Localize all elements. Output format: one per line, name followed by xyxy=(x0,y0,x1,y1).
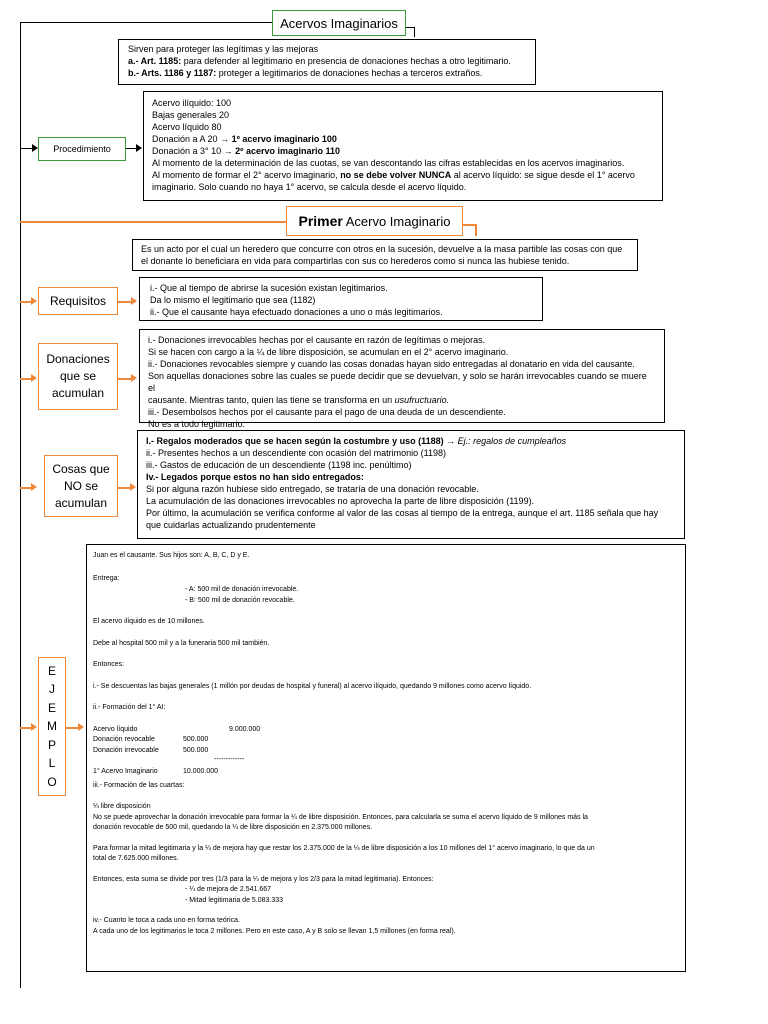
ej-table xyxy=(93,725,679,779)
ej-line-10: iii.- Formación de las cuartas: xyxy=(93,781,185,789)
ej-line-20: A cada uno de los legitimarios le toca 2 millones. Pero en este caso, A y B solo se llevan 1,5 millones (en forma real). xyxy=(93,927,456,935)
ej-line-11: ¼ libre disposición xyxy=(93,803,151,810)
cosas-label-3: acumulan xyxy=(54,495,108,510)
cosas-label-2: NO se xyxy=(63,478,98,493)
ej-line-6: Debe al hospital 500 mil y a la funeraria 500 mil también. xyxy=(93,639,270,647)
intro-art-1186: b.- Arts. 1186 y 1187: xyxy=(128,68,217,78)
title-right-drop xyxy=(414,27,415,37)
intro-box xyxy=(118,39,536,85)
primer-right-drop xyxy=(475,224,477,236)
ej-row3-label: Donación irrevocable xyxy=(93,746,159,754)
procedimiento-arrow-out xyxy=(136,144,142,152)
ejemplo-letter-l: L xyxy=(48,756,56,771)
definicion-box xyxy=(132,239,638,271)
ej-row2-label: Donación revocable xyxy=(93,736,155,743)
arrow-right-icon: → xyxy=(220,134,230,144)
proc-line-7a: Al momento de formar el 2° acervo imaginario, xyxy=(152,170,341,180)
ej-row5-value: 10.000.000 xyxy=(183,767,219,775)
ej-row1-value: 9.000.000 xyxy=(229,725,261,733)
proc-line-1: Acervo ilíquido: 100 xyxy=(152,98,232,108)
ej-line-7: Entonces: xyxy=(93,661,125,668)
page-title: Acervos Imaginarios xyxy=(280,15,398,31)
ej-row5-label: 1° Acervo Imaginario xyxy=(93,767,158,775)
ej-line-9: ii.- Formación del 1° AI: xyxy=(93,704,166,711)
proc-line-6: Al momento de la determinación de las cuotas, se van descontando las cifras establecidas en los acervos imaginarios. xyxy=(152,158,625,168)
ej-row1-label: Acervo líquido xyxy=(93,725,138,733)
proc-line-7b: no se debe volver NUNCA xyxy=(340,170,452,180)
ej-line-17: - ¼ de mejora de 2.541.667 xyxy=(185,886,272,893)
requisitos-line-1: i.- Que al tiempo de abrirse la sucesión existan legitimarios. xyxy=(150,283,388,293)
cosas-line-3: iii.- Gastos de educación de un descendiente (1198 inc. penúltimo) xyxy=(146,460,412,470)
primer-right-line xyxy=(462,224,476,226)
cosas-label-1: Cosas que xyxy=(52,461,110,476)
cosas-line-5: Si por alguna razón hubiese sido entregado, se trataría de una donación revocable. xyxy=(146,484,479,494)
ej-line-1: Juan es el causante. Sus hijos son: A, B, C, D y E. xyxy=(93,552,250,559)
intro-line-1: Sirven para proteger las legítimas y las mejoras xyxy=(128,44,319,54)
donaciones-to-box-line xyxy=(118,378,132,380)
ejemplo-letter-e2: E xyxy=(47,700,56,715)
ej-line-5: El acervo ilíquido es de 10 millones. xyxy=(93,618,205,625)
main-connector-line xyxy=(20,22,21,988)
proc-line-5a: Donación a 3° 10 xyxy=(152,146,224,156)
ejemplo-letter-o: O xyxy=(47,774,57,789)
proc-line-3: Acervo líquido 80 xyxy=(152,122,222,132)
requisitos-arrow-out xyxy=(131,297,137,305)
primer-title-rest: Acervo Imaginario xyxy=(342,214,451,229)
proc-line-7c: al acervo líquido: se sigue desde el 1° acervo xyxy=(451,170,635,180)
cosas-line-6: La acumulación de las donaciones irrevocables no aprovecha la parte de libre disposición (1199). xyxy=(146,496,535,506)
donaciones-box xyxy=(139,329,665,429)
donaciones-line-7: No es a todo legitimario. xyxy=(148,419,246,429)
donaciones-label-box xyxy=(38,343,118,410)
cosas-line-4-bold: Iv.- Legados porque estos no han sido entregados: xyxy=(146,472,364,482)
ejemplo-letter-e: E xyxy=(47,663,56,678)
cosas-box xyxy=(137,430,685,539)
title-box xyxy=(272,10,406,36)
primer-connector-line xyxy=(20,221,286,223)
ejemplo-box xyxy=(86,544,686,972)
primer-title-box xyxy=(286,206,463,236)
ej-line-14: Para formar la mitad legitimaria y la ¼ de mejora hay que restar los 2.375.000 de la ¼ de libre disposición a los 10 millones del 1° acervo imaginario, lo que da un xyxy=(93,844,595,852)
procedimiento-label-box xyxy=(38,137,126,161)
ej-row4-divider: ------------- xyxy=(214,755,245,763)
cosas-arrow-out xyxy=(130,483,136,491)
donaciones-line-6: iii.- Desembolsos hechos por el causante para el pago de una deuda de un descendiente. xyxy=(148,407,506,417)
arrow-right-icon: → xyxy=(223,146,233,156)
arrow-right-icon: → xyxy=(443,436,458,446)
ejemplo-label-box xyxy=(38,657,66,796)
requisitos-label-box xyxy=(38,287,118,315)
cosas-line-1-italic: Ej.: regalos de cumpleaños xyxy=(457,436,567,446)
donaciones-label-3: acumulan xyxy=(51,386,105,400)
cosas-line-8: que cuidarlas actualizando prudentemente xyxy=(146,520,316,530)
ej-row3-value: 500.000 xyxy=(183,746,209,754)
donaciones-label-2: que se xyxy=(59,369,97,383)
ejemplo-arrow-in xyxy=(31,723,37,731)
intro-line-3: proteger a legitimarios de donaciones hechas a terceros extraños. xyxy=(216,68,483,78)
definicion-line-2: el donante lo beneficiara en vida para compartirlas con sus co herederos como si nunca las hubiese tenido. xyxy=(141,256,570,266)
donaciones-arrow-in xyxy=(31,374,37,382)
ejemplo-letter-j: J xyxy=(49,682,55,697)
donaciones-line-4: Son aquellas donaciones sobre las cuales se puede decidir que se devuelvan, y solo se harán irrevocables cuando se muere el xyxy=(148,371,647,393)
requisitos-arrow-in xyxy=(31,297,37,305)
primer-title-bold: Primer xyxy=(298,213,343,229)
donaciones-line-2: Si se hacen con cargo a la ¼ de libre disposición, se acumulan en el 2° acervo imaginario. xyxy=(148,347,509,357)
ej-line-2: Entrega: xyxy=(93,574,120,582)
ej-row2-value: 500.000 xyxy=(183,736,209,743)
cosas-arrow-in xyxy=(31,483,37,491)
ej-line-19: iv.- Cuanto le toca a cada uno en forma teórica. xyxy=(93,917,240,924)
procedimiento-box xyxy=(143,91,663,201)
donaciones-label-1: Donaciones xyxy=(46,352,110,366)
requisitos-line-3: ii.- Que el causante haya efectuado donaciones a uno o más legitimarios. xyxy=(150,307,443,317)
proc-line-4a: Donación a A 20 xyxy=(152,134,221,144)
donaciones-line-1: i.- Donaciones irrevocables hechas por el causante en razón de legítimas o mejoras. xyxy=(148,335,486,345)
intro-art-1185: a.- Art. 1185: xyxy=(128,56,182,66)
definicion-line-1: Es un acto por el cual un heredero que concurre con otros en la sucesión, devuelve a la masa partible las cosas con que xyxy=(141,244,623,254)
donaciones-arrow-out xyxy=(131,374,137,382)
cosas-label-box xyxy=(44,455,118,517)
ej-line-4: - B: 500 mil de donación revocable. xyxy=(185,596,295,604)
cosas-line-7: Por último, la acumulación se verifica conforme al valor de las cosas al tiempo de la entrega, aunque el art. 1185 señala que hay xyxy=(146,508,659,518)
ej-line-12: No se puede aprovechar la donación irrevocable para formar la ¼ de libre disposición. Entonces, para calcularla se suma el acervo líquido de 9 millones más la xyxy=(93,813,588,821)
requisitos-line-2: Da lo mismo el legitimario que sea (1182) xyxy=(150,295,316,305)
proc-line-5b: 2º acervo imaginario 110 xyxy=(232,146,341,156)
proc-line-8: imaginario. Solo cuando no haya 1° acervo, se calcula desde el acervo líquido. xyxy=(152,182,467,192)
ejemplo-letter-m: M xyxy=(47,719,57,734)
top-connector-line xyxy=(20,22,272,23)
ej-line-3: - A: 500 mil de donación irrevocable. xyxy=(185,586,299,593)
ej-line-16: Entonces, esta suma se divide por tres (1/3 para la ¼ de mejora y los 2/3 para la mitad legitimaria). Entonces: xyxy=(93,875,434,883)
requisitos-box xyxy=(139,277,543,321)
ej-line-15: total de 7.625.000 millones. xyxy=(93,855,179,862)
requisitos-label: Requisitos xyxy=(49,294,107,308)
ej-line-8: i.- Se descuentas las bajas generales (1 millón por deudas de hospital y funeral) al acervo ilíquido, quedando 9 millones como acervo líquido. xyxy=(93,682,532,690)
ej-line-13: donación revocable de 500 mil, quedando la ¼ de libre disposición en 2.375.000 millones. xyxy=(93,824,373,831)
proc-line-4b: 1º acervo imaginario 100 xyxy=(229,134,337,144)
proc-line-2: Bajas generales 20 xyxy=(152,110,230,120)
ejemplo-letter-p: P xyxy=(47,737,56,752)
donaciones-line-5-italic: usufructuario. xyxy=(394,395,450,405)
ej-line-18: - Mitad legitimaria de 5.083.333 xyxy=(185,896,284,904)
requisitos-to-box-line xyxy=(118,301,132,303)
donaciones-line-5: causante. Mientras tanto, quien las tiene se transforma en un xyxy=(148,395,395,405)
donaciones-line-3: ii.- Donaciones revocables siempre y cuando las cosas donadas hayan sido entregadas al donatario en vida del causante. xyxy=(148,359,635,369)
cosas-line-1-bold: I.- Regalos moderados que se hacen según la costumbre y uso (1188) xyxy=(146,436,444,446)
cosas-line-2: ii.- Presentes hechos a un descendiente con ocasión del matrimonio (1198) xyxy=(146,448,447,458)
procedimiento-label: Procedimiento xyxy=(53,144,111,154)
ejemplo-arrow-out xyxy=(78,723,84,731)
intro-line-2: para defender al legitimario en presencia de donaciones hechas a otro legitimario. xyxy=(181,56,511,66)
